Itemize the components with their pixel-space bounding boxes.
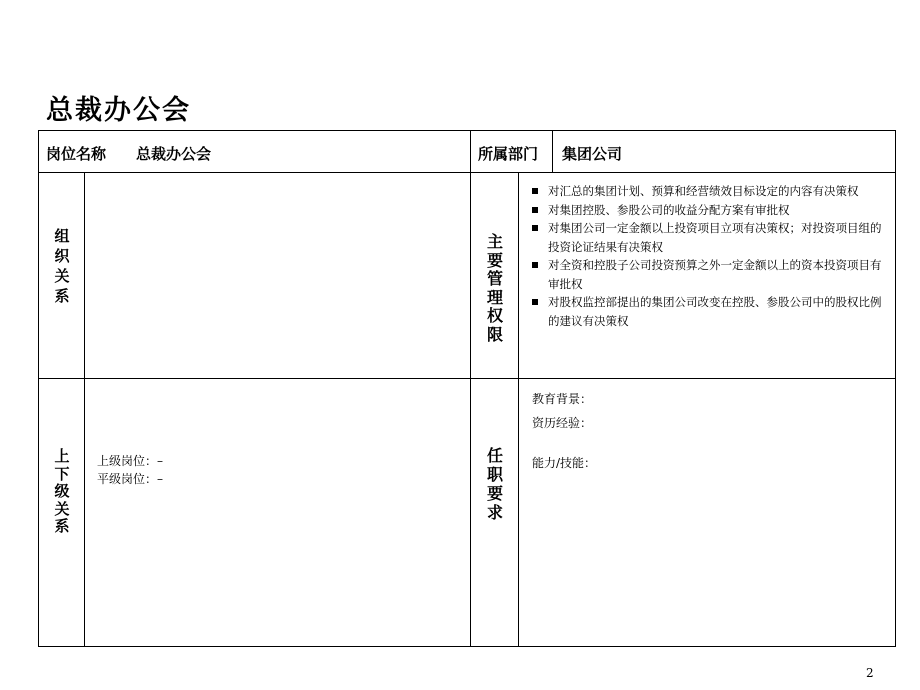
page-number: 2 <box>866 666 874 680</box>
education-label: 教育背景： <box>532 392 593 406</box>
list-item: 对集团公司一定金额以上投资项目立项有决策权；对投资项目组的投资论证结果有决策权 <box>532 219 884 256</box>
org-relation-label: 组 织 关 系 <box>54 227 70 305</box>
header-row-divider <box>38 172 896 173</box>
left-label-column-divider <box>84 172 85 647</box>
authority-label: 主 要 管 理 权 限 <box>486 232 503 344</box>
center-column-divider <box>470 130 471 647</box>
superior-position: 上级岗位：– <box>97 454 164 468</box>
hierarchy-label: 上 下 级 关 系 <box>54 447 70 535</box>
list-item: 对汇总的集团计划、预算和经营绩效目标设定的内容有决策权 <box>532 182 884 201</box>
header-department-divider <box>552 130 553 173</box>
table-border-top <box>38 130 896 131</box>
skills-label: 能力/技能： <box>532 456 597 470</box>
department-label: 所属部门 <box>478 145 539 163</box>
peer-position: 平级岗位：– <box>97 472 164 486</box>
department-value: 集团公司 <box>562 145 623 163</box>
position-name-value: 总裁办公会 <box>136 145 212 163</box>
right-label-column-divider <box>518 172 519 647</box>
position-name-label: 岗位名称 <box>46 145 107 163</box>
table-border-left <box>38 130 39 647</box>
middle-row-divider <box>38 378 896 379</box>
list-item: 对全资和控股子公司投资预算之外一定金额以上的资本投资项目有审批权 <box>532 256 884 293</box>
list-item: 对股权监控部提出的集团公司改变在控股、参股公司中的股权比例的建议有决策权 <box>532 293 884 330</box>
authority-list <box>532 182 884 330</box>
list-item: 对集团控股、参股公司的收益分配方案有审批权 <box>532 201 884 220</box>
requirements-label: 任 职 要 求 <box>486 446 503 522</box>
experience-label: 资历经验： <box>532 416 593 430</box>
table-border-bottom <box>38 646 896 647</box>
page-title: 总裁办公会 <box>46 95 191 126</box>
table-border-right <box>895 130 896 647</box>
